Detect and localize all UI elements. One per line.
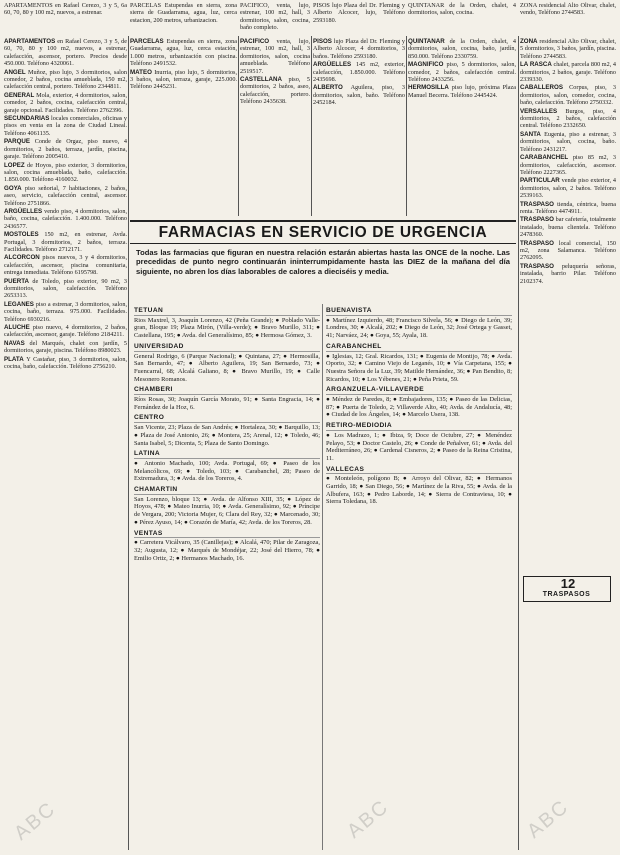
classified-ad	[520, 216, 616, 238]
ad-lead-word: TRASPASO	[520, 216, 554, 224]
classified-ad	[520, 38, 616, 60]
pharmacy-entry: Rios Maxtrel, 3, Joaquín Lorenzo, 42 (Peña Grande); ● Poblado Valle-gran, Bloque 19; Plaza Mirón, (Villa-verde); ● Bravo Murillo, 311; ● Castellana, 195; ● Avda. del Generalísimo, 85; ● Hermosa Gómez, 3.	[134, 316, 320, 340]
ad-text: piso a estrenar, 3 dormitorios, salon, cocina, baño, terraza. 975.000. Facilidades. Teléfono 6930216.	[4, 300, 127, 323]
column-rule	[406, 36, 407, 216]
ad-text: Burgos, piso, 4 dormitorios, 2 baños, calefacción central. Teléfono 2332650.	[520, 107, 616, 130]
watermark: ABC	[523, 795, 574, 843]
ad-text: piso señorial, 7 habitaciones, 2 baños, aseo, servicio, calefacción central, ascensor. Teléfono 2751866.	[4, 184, 127, 207]
pharmacy-entry: ● Méndez de Paredes, 8; ● Embajadores, 135; ● Paseo de las Delicias, 87; ● Puerta de Toledo, 2; Villaverde Alto, 40; Avda. de Andalucía, 48; ● Ciudad de los Ángeles, 14; ● Marcelo Usera, 138.	[326, 396, 512, 419]
ad-lead-word: PACIFICO	[240, 38, 270, 45]
ad-lead-word: ALUCHE	[4, 324, 30, 332]
district-heading: TETUAN	[134, 307, 320, 316]
ad-text: piso lujo, próxima Plaza Manuel Becerra. Teléfono 2445424.	[408, 84, 516, 99]
district-heading: LATINA	[134, 450, 320, 459]
classified-ad	[4, 92, 127, 114]
ad-lead-word: QUINTANAR	[408, 38, 445, 45]
ad-text: del Marqués, chalet con jardín, 5 dormitorios, garaje, piscina. Teléfono 8980023.	[4, 339, 127, 355]
classified-column-c	[240, 38, 310, 214]
top-ad-e: QUINTANAR de la Orden, chalet, 4 dormitorios, salon, cocina.	[408, 2, 516, 17]
ad-lead-word: TRASPASO	[520, 239, 554, 247]
ad-lead-word: NAVAS	[4, 339, 25, 347]
ad-text: de la Orden, chalet, 4 dormitorios, salon, cocina, baño, jardín, 850.000. Teléfono 2330759.	[408, 38, 516, 60]
ad-text: chalet, parcela 800 m2, 4 dormitorios, 2 baños, garaje. Teléfono 2339330.	[520, 61, 616, 84]
classified-ad	[4, 278, 127, 300]
traspasos-section-header	[523, 576, 611, 602]
classified-column-d	[313, 38, 405, 214]
ad-text: 150 m2, en estrenar, Avda. Portugal, 3 dormitorios, 2 baños, terraza. Facilidades. Teléfono 2712171.	[4, 231, 127, 253]
classified-ad	[4, 185, 127, 207]
pharmacy-entry: ● Martínez Izquierdo, 48; Francisco Silvela, 56; ● Diego de León, 39; Londres, 30; ● Alcalá, 202; ● Diego de León, 32; José Ortega y Gasset, 41; Narváez, 24; ● Goya, 55; Ayala, 18.	[326, 316, 512, 340]
top-ad-c: PACIFICO, venta, lujo, estrenar, 100 m2, hall, 3 dormitorios, salon, cocina, baño completo.	[240, 2, 310, 32]
ad-text: Conde de Orgaz, piso nuevo, 4 dormitorios, 2 baños, terraza, jardín, piscina, garaje. Teléfono 2005410.	[4, 138, 127, 161]
pharmacy-entry: Ríos Rosas, 30; Joaquín García Morato, 91; ● Santa Engracia, 14; ● Fernández de la Hoz, 6.	[134, 396, 320, 411]
ad-text: Muñoz, piso lujo, 3 dormitorios, salon comedor, 2 baños, cocina amueblada, 150 m2, calefacción central, portero. Teléfono 2344811.	[4, 68, 127, 91]
classified-ad	[4, 324, 127, 339]
classified-column-a	[4, 38, 127, 850]
classified-ad	[240, 76, 310, 106]
ad-text: Aguilera, piso, 3 dormitorios, salon, baño. Teléfono 2452184.	[313, 84, 405, 107]
classified-ad	[520, 84, 616, 106]
classified-ad	[313, 38, 405, 60]
classified-column-b	[130, 38, 237, 214]
ad-text: Inurria, piso lujo, 5 dormitorios, 3 baños, salon, terraza, garaje, 225.000. Teléfono 2445231.	[130, 68, 237, 91]
ad-text: local comercial, 150 m2, zona Salamanca. Teléfono 2762095.	[520, 239, 616, 262]
classified-ad	[130, 69, 237, 91]
ad-lead-word: CABALLEROS	[520, 84, 563, 92]
ad-lead-word: SANTA	[520, 130, 541, 138]
ad-text: locales comerciales, oficinas y pisos en venta en la zona de Ciudad Lineal. Teléfono 4061135.	[4, 115, 127, 137]
ad-text: Y Castañar, piso, 3 dormitorios, salon, cocina, baño, calefacción. Teléfono 2756210.	[4, 355, 127, 371]
classified-ad	[520, 240, 616, 262]
ad-text: piso 85 m2, 3 dormitorios, calefacción, ascensor. Teléfono 2227365.	[520, 154, 616, 176]
column-rule	[518, 36, 519, 850]
classified-ad	[520, 177, 616, 199]
district-heading: RETIRO-MEDIODIA	[326, 422, 512, 431]
watermark: ABC	[343, 795, 394, 843]
pharmacy-entry: ● Monteleón, polígono B; ● Arroyo del Olivar, 82; ● Hermanos Garrido, 18; ● San Diego, 56; ● Martínez de la Riva, 55; ● Avda. de la Albufera, 163; ● Pedro Laborde, 14; ● Sierra de Contraviesa, 10; ● Sierra Toledana, 18.	[326, 475, 512, 506]
ad-lead-word: MAGNIFICO	[408, 61, 444, 69]
ad-text: en Rafael Cerezo, 3 y 5, de 60, 70, 80 y 100 m2, nuevos, a estrenar, calefacción, ascensor, portero. Precios desde 450.000. Teléfono 4320061.	[4, 38, 127, 68]
ad-lead-word: ARGÜELLES	[313, 61, 352, 69]
top-ad-d: PISOS lujo Plaza del Dr. Fleming y Alberto Alcocer, lujo, Teléfono 2593180.	[313, 2, 405, 24]
district-heading: CENTRO	[134, 414, 320, 423]
classified-column-e	[408, 38, 516, 214]
ad-text: 145 m2, exterior, calefacción, 1.850.000. Teléfono 2435698.	[313, 61, 405, 84]
ad-text: lujo Plaza del Dr. Fleming y Alberto Alcocer, 4 dormitorios, 3 baños. Teléfono 2593180.	[313, 38, 405, 60]
classified-ad	[408, 38, 516, 60]
classified-ad	[4, 38, 127, 68]
pharmacy-entry: San Vicente, 23; Plaza de San Andrés; ● Hortaleza, 30; ● Barquillo, 13; ● Plaza de José Antonio, 26; ● Montera, 25; Arenal, 12; ● Toledo, 46; Santa Isabel, 5; Dicenta, 5; Plaza de Santo Domingo.	[134, 424, 320, 447]
pharmacy-column-left	[134, 304, 320, 850]
district-heading: CHAMBERI	[134, 386, 320, 395]
pharmacy-body	[130, 304, 516, 850]
ad-text: piso, 5 dormitorios, 2 baños, aseo, calefacción, portero. Teléfono 2435638.	[240, 76, 310, 106]
ad-text: de Hoyos, piso exterior, 3 dormitorios, salon, cocina amueblada, baño, calefacción. 1.850.000. Teléfono 4160032.	[4, 161, 127, 184]
ad-lead-word: LEGANES	[4, 300, 34, 308]
classified-ad	[520, 154, 616, 176]
classified-ad	[130, 38, 237, 68]
classified-ad	[4, 115, 127, 137]
district-heading: CHAMARTIN	[134, 486, 320, 495]
ad-lead-word: CASTELLANA	[240, 76, 282, 84]
ad-text: residencial Alto Olivar, chalet, 5 dormitorios, 3 baños, jardín, piscina. Teléfono 2744583.	[520, 38, 616, 60]
classified-ad	[4, 69, 127, 91]
ad-lead-word: ANGEL	[4, 68, 26, 76]
ad-text: vende piso exterior, 4 dormitorios, salon, 2 baños. Teléfono 2539163.	[520, 177, 616, 200]
district-heading: CARABANCHEL	[326, 343, 512, 352]
ad-lead-word: PISOS	[313, 38, 332, 45]
top-ad-f: ZONA residencial Alto Olivar, chalet, vendo, Teléfono 2744583.	[520, 2, 616, 17]
classified-ad	[313, 84, 405, 106]
ad-text: Eugenia, piso a estrenar, 3 dormitorios, salon, cocina, baño. Teléfono 2431217.	[520, 130, 616, 153]
ad-text: Estupendas en sierra, zona Guadarrama, agua, luz, cerca estación, 1.000 metros, urbanización con piscina. Teléfono 2491532.	[130, 38, 237, 68]
ad-text: de Toledo, piso exterior, 90 m2, 3 dormitorios, salon, calefacción. Teléfono 2653313.	[4, 277, 127, 300]
classified-ad	[408, 61, 516, 83]
column-rule	[238, 36, 239, 216]
district-heading: BUENAVISTA	[326, 307, 512, 316]
pharmacy-entry: ● Los Madrazo, 1; ● Ibiza, 9; Doce de Octubre, 27; ● Menéndez Pelayo, 53; ● Doctor Castelo, 26; ● Conde de Peñalver, 61; ● Avda. del Mediterráneo, 26; ● Cardenal Cisneros, 2; ● Paseo de la Reina Cristina, 11.	[326, 431, 512, 462]
ad-lead-word: PARCELAS	[130, 38, 164, 45]
ad-text: pisos nuevos, 3 y 4 dormitorios, calefacción, ascensor, piscina comunitaria, entrega inmediata. Teléfono 6195798.	[4, 254, 127, 277]
ad-text: Mola, exterior, 4 dormitorios, salon, comedor, 2 baños, cocina, calefacción central, garaje opcional. Facilidades. Teléfono 2762396.	[4, 91, 127, 114]
ad-lead-word: APARTAMENTOS	[4, 38, 56, 45]
pharmacy-entry: General Rodrigo, 6 (Parque Nacional); ● Quintana, 27; ● Hermosilla, San Bernardo, 47; ● Alberto Aguilera, 19; San Bernardo, 73; ● Fuencarral, 68; Alcalá Galiano, 8; ● Bravo Murillo, 19; ● Calle Mesonero Romanos.	[134, 352, 320, 383]
ad-lead-word: HERMOSILLA	[408, 84, 449, 92]
classified-ad	[4, 356, 127, 371]
ad-lead-word: GOYA	[4, 184, 22, 192]
ad-lead-word: ZONA	[520, 38, 538, 45]
ad-lead-word: VERSALLES	[520, 107, 558, 115]
pharmacy-listing	[130, 220, 516, 850]
ad-text: piso, 5 dormitorios, salon, comedor, 2 baños, calefacción central. Teléfono 2433256.	[408, 61, 516, 84]
ad-lead-word: SECUNDARIAS	[4, 115, 50, 123]
classified-column-f	[520, 38, 616, 850]
pharmacy-entry: ● Iglesias, 12; Gral. Ricardos, 131; ● Eugenia de Montijo, 78; ● Avda. Oporto, 32; ● Camino Viejo de Leganés, 10; ● Vía Carpetana, 155; ● Nuestra Señora de la Luz, 39; Matilde Hernández, 36; ● Pan Bendito, 8; Ricardos, 10; ● Los Yébenes, 21; ● Peña Prieta, 59.	[326, 352, 512, 383]
top-ad-b: PARCELAS Estupendas en sierra, zona sierra de Guadarrama, agua, luz, cerca estacion, 200 metros, urbanizacion.	[130, 2, 237, 24]
classified-ad	[4, 340, 127, 355]
classified-ad	[520, 201, 616, 216]
pharmacy-title: FARMACIAS EN SERVICIO DE URGENCIA	[130, 220, 516, 244]
ad-text: venta, lujo, estrenar, 100 m2, hall, 3 dormitorios, salon, cocina amueblada. Teléfono 2519517.	[240, 38, 310, 75]
ad-text: tienda, céntrica, buena renta. Teléfono 4474911.	[520, 200, 616, 215]
column-rule	[128, 36, 129, 850]
pharmacy-intro: Todas las farmacias que figuran en nuestra relación estarán abiertas hasta las ONCE de la noche. Las precedidas de punto negro continuarán ininterrumpidamente hasta las DIEZ de la mañana del día siguiente, no abren los días laborables de calores a dieciséis y media.	[136, 248, 510, 276]
pharmacy-entry: ● Antonio Machado, 100; Avda. Portugal, 69; ● Paseo de los Melancólicos, 69; ● Toledo, 103; ● Carabanchel, 28; Paseo de Extremadura, 3; ● Avda. de los Toreros, 4.	[134, 459, 320, 483]
classified-ad	[4, 138, 127, 160]
classified-ad	[240, 38, 310, 75]
ad-lead-word: LOPEZ	[4, 161, 25, 169]
ad-lead-word: TRASPASO	[520, 200, 554, 208]
ad-lead-word: LA RASCA	[520, 61, 552, 69]
ad-lead-word: PUERTA	[4, 277, 29, 285]
ad-text: peluquería señoras, instalada, barrio Pilar. Teléfono 2102374.	[520, 262, 616, 285]
ad-lead-word: GENERAL	[4, 91, 35, 99]
ad-lead-word: ARGÜELLES	[4, 207, 43, 215]
column-rule	[311, 36, 312, 216]
classified-ad	[4, 208, 127, 230]
district-heading: UNIVERSIDAD	[134, 343, 320, 352]
top-ad-strip	[0, 0, 620, 36]
top-ad-a: APARTAMENTOS en Rafael Cerezo, 3 y 5, 6a 60, 70, 80 y 100 m2, nuevos, a estrenar.	[4, 2, 127, 17]
ad-lead-word: MOSTOLES	[4, 231, 39, 239]
ad-lead-word: PARTICULAR	[520, 177, 560, 185]
classified-ad	[520, 61, 616, 83]
pharmacy-entry: ● Carretera Vicálvaro, 35 (Canillejas); ● Alcalá, 470; Pilar de Zaragoza, 32; Augusta, 12; ● Marqués de Mondéjar, 22; José del Hierro, 78; ● Emilio Ortiz, 2; ● Hermanos Machado, 16.	[134, 539, 320, 562]
pharmacy-entry: San Lorenzo, bloque 13; ● Avda. de Alfonso XIII, 35; ● López de Hoyos, 478; ● Mateo Inurria, 10; ● Avda. Generalísimo, 92; ● Príncipe de Vergara, 200; Victoria Mujer, 6; Clara del Rey, 32; ● Marcenado, 30; ● Pérez Ayuso, 14; ● Corazón de María, 42; Avda. de los Toreros, 28.	[134, 495, 320, 526]
ad-lead-word: PARQUE	[4, 138, 31, 146]
ad-lead-word: TRASPASO	[520, 262, 554, 270]
pharmacy-divider	[322, 304, 323, 850]
classified-ad	[4, 254, 127, 276]
section-label: TRASPASOS	[542, 591, 591, 598]
classified-ad	[520, 263, 616, 285]
watermark: ABC	[10, 797, 61, 845]
ad-text: bar cafetería, totalmente instalado, buena clientela. Teléfono 2478360.	[520, 216, 616, 239]
classified-ad	[520, 131, 616, 153]
ad-lead-word: MATEO	[130, 68, 152, 76]
district-heading: VENTAS	[134, 530, 320, 539]
classified-ad	[4, 231, 127, 253]
ad-lead-word: CARABANCHEL	[520, 154, 569, 162]
district-heading: ARGANZUELA-VILLAVERDE	[326, 386, 512, 395]
ad-lead-word: ALCORCON	[4, 254, 40, 262]
classified-ad	[520, 108, 616, 130]
classified-ad	[313, 61, 405, 83]
ad-lead-word: ALBERTO	[313, 84, 343, 92]
classified-ad	[408, 84, 516, 99]
ad-text: vendo piso, 4 dormitorios, salon, baño, cocina, calefacción. 1.400.000. Teléfono 2436577.	[4, 207, 127, 230]
ad-lead-word: PLATA	[4, 355, 24, 363]
ad-text: Corpus, piso, 3 dormitorios, salon, comedor, cocina, baño, calefacción. Teléfono 2750332.	[520, 84, 616, 107]
section-number: 12	[560, 576, 576, 591]
classified-ad	[4, 162, 127, 184]
district-heading: VALLECAS	[326, 466, 512, 475]
ad-text: piso nuevo, 4 dormitorios, 2 baños, calefacción, ascensor, garaje. Teléfono 2184211.	[4, 324, 127, 339]
classified-ad	[4, 301, 127, 323]
pharmacy-column-right	[326, 304, 512, 850]
